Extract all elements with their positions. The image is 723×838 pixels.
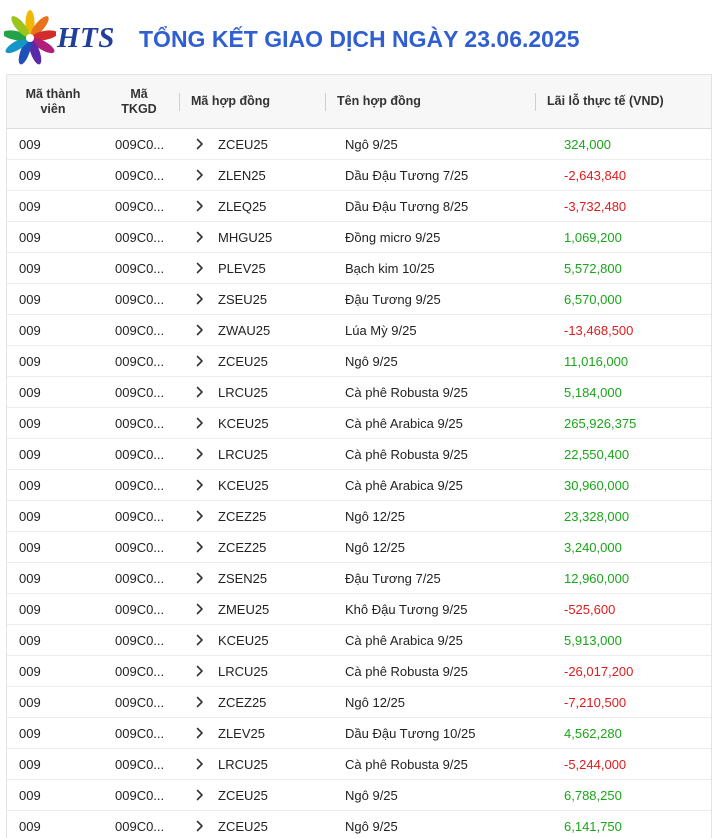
contract-code-text: LRCU25 (218, 384, 268, 400)
chevron-right-icon[interactable] (193, 292, 207, 306)
cell-account: 009C0... (99, 749, 179, 780)
cell-contract-code[interactable] (179, 191, 325, 222)
cell-contract-code[interactable] (179, 377, 325, 408)
cell-pnl: 12,960,000 (535, 563, 711, 594)
cell-contract-name: Cà phê Arabica 9/25 (325, 408, 535, 439)
cell-account: 009C0... (99, 718, 179, 749)
cell-contract-name: Ngô 9/25 (325, 780, 535, 811)
contract-code-text: KCEU25 (218, 632, 269, 648)
chevron-right-icon[interactable] (193, 602, 207, 616)
chevron-right-icon[interactable] (193, 230, 207, 244)
table-row[interactable] (7, 408, 711, 439)
table-body (7, 129, 711, 838)
cell-contract-name: Cà phê Robusta 9/25 (325, 439, 535, 470)
cell-account: 009C0... (99, 594, 179, 625)
chevron-right-icon[interactable] (193, 695, 207, 709)
cell-pnl: 5,913,000 (535, 625, 711, 656)
cell-pnl: -13,468,500 (535, 315, 711, 346)
cell-contract-code[interactable] (179, 718, 325, 749)
contract-code-text: ZCEZ25 (218, 508, 267, 524)
cell-member: 009 (7, 470, 99, 501)
cell-member: 009 (7, 408, 99, 439)
table-row[interactable] (7, 377, 711, 408)
cell-member: 009 (7, 501, 99, 532)
cell-member: 009 (7, 656, 99, 687)
cell-account: 009C0... (99, 656, 179, 687)
table-row[interactable] (7, 501, 711, 532)
column-divider (325, 93, 326, 111)
cell-contract-code[interactable] (179, 253, 325, 284)
cell-pnl: -7,210,500 (535, 687, 711, 718)
cell-pnl: -525,600 (535, 594, 711, 625)
cell-member: 009 (7, 718, 99, 749)
contract-code-text: ZMEU25 (218, 601, 270, 617)
chevron-right-icon[interactable] (193, 478, 207, 492)
cell-member: 009 (7, 532, 99, 563)
cell-account: 009C0... (99, 625, 179, 656)
cell-contract-name: Đậu Tương 9/25 (325, 284, 535, 315)
cell-pnl: 6,570,000 (535, 284, 711, 315)
cell-account: 009C0... (99, 501, 179, 532)
cell-contract-name: Ngô 12/25 (325, 687, 535, 718)
cell-member: 009 (7, 315, 99, 346)
column-header-pnl[interactable]: Lãi lỗ thực tế (VND) (535, 75, 711, 129)
contract-code-text: ZCEU25 (218, 353, 268, 369)
cell-member: 009 (7, 594, 99, 625)
contract-code-text: ZCEU25 (218, 818, 268, 834)
cell-member: 009 (7, 253, 99, 284)
cell-member: 009 (7, 377, 99, 408)
column-header-contract-code[interactable]: Mã hợp đồng (179, 75, 325, 129)
chevron-right-icon[interactable] (193, 788, 207, 802)
cell-account: 009C0... (99, 811, 179, 838)
contract-code-text: KCEU25 (218, 477, 269, 493)
table-row[interactable] (7, 780, 711, 811)
table-row[interactable] (7, 284, 711, 315)
column-header-member[interactable]: Mã thành viên (7, 75, 99, 129)
cell-pnl: 3,240,000 (535, 532, 711, 563)
table-row[interactable] (7, 625, 711, 656)
cell-contract-code[interactable] (179, 656, 325, 687)
chevron-right-icon[interactable] (193, 571, 207, 585)
cell-contract-code[interactable] (179, 811, 325, 838)
table-row[interactable] (7, 656, 711, 687)
chevron-right-icon[interactable] (193, 509, 207, 523)
cell-contract-code[interactable] (179, 501, 325, 532)
chevron-right-icon[interactable] (193, 168, 207, 182)
cell-pnl: 1,069,200 (535, 222, 711, 253)
cell-contract-name: Cà phê Arabica 9/25 (325, 470, 535, 501)
cell-member: 009 (7, 439, 99, 470)
cell-contract-name: Dầu Đậu Tương 8/25 (325, 191, 535, 222)
cell-account: 009C0... (99, 470, 179, 501)
chevron-right-icon[interactable] (193, 757, 207, 771)
cell-pnl: 265,926,375 (535, 408, 711, 439)
contract-code-text: LRCU25 (218, 756, 268, 772)
table-row[interactable] (7, 439, 711, 470)
cell-account: 009C0... (99, 687, 179, 718)
cell-contract-code[interactable] (179, 439, 325, 470)
cell-contract-code[interactable] (179, 160, 325, 191)
contract-code-text: ZCEU25 (218, 787, 268, 803)
table-row[interactable] (7, 594, 711, 625)
column-header-contract-name[interactable]: Tên hợp đồng (325, 75, 535, 129)
cell-pnl: 5,572,800 (535, 253, 711, 284)
cell-contract-code[interactable] (179, 749, 325, 780)
chevron-right-icon[interactable] (193, 726, 207, 740)
table-row[interactable] (7, 563, 711, 594)
table-row[interactable] (7, 315, 711, 346)
cell-pnl: 324,000 (535, 129, 711, 160)
column-header-account[interactable]: Mã TKGD (99, 75, 179, 129)
column-divider (535, 93, 536, 111)
cell-contract-code[interactable] (179, 315, 325, 346)
cell-contract-code[interactable] (179, 284, 325, 315)
cell-member: 009 (7, 749, 99, 780)
cell-contract-code[interactable] (179, 563, 325, 594)
cell-member: 009 (7, 687, 99, 718)
chevron-right-icon[interactable] (193, 819, 207, 833)
cell-member: 009 (7, 346, 99, 377)
table-row[interactable] (7, 811, 711, 838)
cell-account: 009C0... (99, 563, 179, 594)
cell-member: 009 (7, 284, 99, 315)
logo-text: HTS (57, 22, 115, 54)
contract-code-text: LRCU25 (218, 663, 268, 679)
cell-contract-name: Dầu Đậu Tương 7/25 (325, 160, 535, 191)
table-row[interactable] (7, 749, 711, 780)
cell-contract-code[interactable] (179, 408, 325, 439)
cell-contract-name: Bạch kim 10/25 (325, 253, 535, 284)
cell-account: 009C0... (99, 284, 179, 315)
contract-code-text: PLEV25 (218, 260, 266, 276)
contract-code-text: ZWAU25 (218, 322, 271, 338)
cell-account: 009C0... (99, 315, 179, 346)
cell-contract-code[interactable] (179, 346, 325, 377)
cell-pnl: 5,184,000 (535, 377, 711, 408)
cell-account: 009C0... (99, 439, 179, 470)
table-row[interactable] (7, 532, 711, 563)
cell-account: 009C0... (99, 160, 179, 191)
table-row[interactable] (7, 470, 711, 501)
trade-table (7, 75, 711, 838)
contract-code-text: ZSEN25 (218, 570, 268, 586)
contract-code-text: ZCEZ25 (218, 694, 267, 710)
page-title: TỔNG KẾT GIAO DỊCH NGÀY 23.06.2025 (139, 26, 580, 52)
cell-contract-code[interactable] (179, 129, 325, 160)
cell-pnl: 23,328,000 (535, 501, 711, 532)
cell-contract-name: Dầu Đậu Tương 10/25 (325, 718, 535, 749)
cell-pnl: 30,960,000 (535, 470, 711, 501)
chevron-right-icon[interactable] (193, 385, 207, 399)
contract-code-text: ZLEV25 (218, 725, 265, 741)
cell-contract-name: Khô Đậu Tương 9/25 (325, 594, 535, 625)
cell-member: 009 (7, 563, 99, 594)
chevron-right-icon[interactable] (193, 540, 207, 554)
contract-code-text: ZCEZ25 (218, 539, 267, 555)
cell-member: 009 (7, 191, 99, 222)
cell-account: 009C0... (99, 408, 179, 439)
cell-contract-code[interactable] (179, 470, 325, 501)
cell-account: 009C0... (99, 129, 179, 160)
cell-contract-name: Cà phê Arabica 9/25 (325, 625, 535, 656)
cell-contract-code[interactable] (179, 594, 325, 625)
cell-contract-name: Ngô 12/25 (325, 532, 535, 563)
cell-contract-code[interactable] (179, 625, 325, 656)
cell-pnl: 4,562,280 (535, 718, 711, 749)
cell-contract-code[interactable] (179, 687, 325, 718)
cell-contract-name: Ngô 12/25 (325, 501, 535, 532)
cell-contract-name: Lúa Mỳ 9/25 (325, 315, 535, 346)
contract-code-text: ZCEU25 (218, 136, 268, 152)
cell-pnl: 11,016,000 (535, 346, 711, 377)
cell-member: 009 (7, 811, 99, 838)
cell-member: 009 (7, 780, 99, 811)
cell-pnl: -3,732,480 (535, 191, 711, 222)
cell-contract-name: Ngô 9/25 (325, 129, 535, 160)
cell-contract-name: Cà phê Robusta 9/25 (325, 656, 535, 687)
cell-member: 009 (7, 160, 99, 191)
cell-contract-name: Đồng micro 9/25 (325, 222, 535, 253)
cell-account: 009C0... (99, 532, 179, 563)
cell-contract-name: Cà phê Robusta 9/25 (325, 377, 535, 408)
cell-account: 009C0... (99, 253, 179, 284)
cell-contract-name: Đậu Tương 7/25 (325, 563, 535, 594)
cell-account: 009C0... (99, 346, 179, 377)
table-row[interactable] (7, 160, 711, 191)
cell-member: 009 (7, 222, 99, 253)
cell-pnl: 6,788,250 (535, 780, 711, 811)
table-row[interactable] (7, 253, 711, 284)
contract-code-text: MHGU25 (218, 229, 273, 245)
contract-code-text: ZLEQ25 (218, 198, 267, 214)
contract-code-text: ZLEN25 (218, 167, 266, 183)
cell-account: 009C0... (99, 222, 179, 253)
chevron-right-icon[interactable] (193, 354, 207, 368)
chevron-right-icon[interactable] (193, 323, 207, 337)
chevron-right-icon[interactable] (193, 261, 207, 275)
page-header (0, 0, 723, 74)
table-row[interactable] (7, 346, 711, 377)
table-row[interactable] (7, 687, 711, 718)
table-header (7, 75, 711, 129)
contract-code-text: LRCU25 (218, 446, 268, 462)
cell-account: 009C0... (99, 780, 179, 811)
cell-contract-code[interactable] (179, 222, 325, 253)
chevron-right-icon[interactable] (193, 137, 207, 151)
table-row[interactable] (7, 129, 711, 160)
column-divider (179, 93, 180, 111)
cell-pnl: 6,141,750 (535, 811, 711, 838)
table-row[interactable] (7, 222, 711, 253)
trade-summary-table (6, 74, 712, 838)
cell-contract-code[interactable] (179, 780, 325, 811)
cell-pnl: 22,550,400 (535, 439, 711, 470)
cell-contract-name: Cà phê Robusta 9/25 (325, 749, 535, 780)
table-row[interactable] (7, 718, 711, 749)
chevron-right-icon[interactable] (193, 416, 207, 430)
cell-contract-name: Ngô 9/25 (325, 811, 535, 838)
table-row[interactable] (7, 191, 711, 222)
cell-contract-name: Ngô 9/25 (325, 346, 535, 377)
hts-logo-icon (4, 8, 56, 68)
cell-contract-code[interactable] (179, 532, 325, 563)
cell-account: 009C0... (99, 377, 179, 408)
contract-code-text: KCEU25 (218, 415, 269, 431)
chevron-right-icon[interactable] (193, 633, 207, 647)
chevron-right-icon[interactable] (193, 664, 207, 678)
cell-member: 009 (7, 129, 99, 160)
cell-pnl: -26,017,200 (535, 656, 711, 687)
cell-account: 009C0... (99, 191, 179, 222)
cell-pnl: -2,643,840 (535, 160, 711, 191)
cell-member: 009 (7, 625, 99, 656)
contract-code-text: ZSEU25 (218, 291, 268, 307)
cell-pnl: -5,244,000 (535, 749, 711, 780)
chevron-right-icon[interactable] (193, 447, 207, 461)
chevron-right-icon[interactable] (193, 199, 207, 213)
